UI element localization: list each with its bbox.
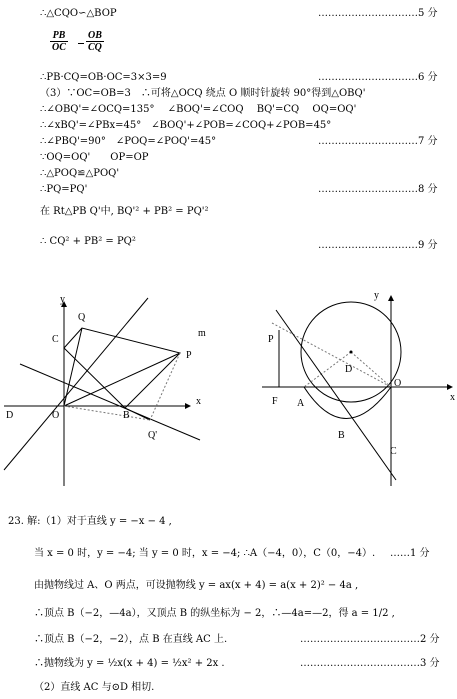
label-a: A [297,398,305,409]
line-rotation: （3）∵OC=OB=3 ∴可将△OCQ 绕点 O 顺时针旋转 90°得到△OBQ' [40,88,366,99]
line-congruent: ∴△POQ≌△POQ' [40,168,120,179]
p23-score-3: ………………………………3 分 [300,658,440,669]
score-6: …………………………6 分 [318,72,438,83]
parabola [304,387,391,419]
figures [0,290,457,490]
label-f: F [272,396,278,407]
label-m: m [198,328,206,339]
score-8: …………………………8 分 [318,184,438,195]
p23-line-5: ∴顶点 B（−2，−2），点 B 在直线 AC 上. [34,634,228,645]
label-c: C [52,334,59,345]
seg-d-o-dotted [351,352,391,387]
figure-2 [262,290,455,486]
label-o: O [394,378,402,389]
label-d: D [6,410,14,421]
label-o: O [52,410,60,421]
seg-pq-dotted [150,353,180,420]
line-equal-sides: ∵OQ=OQ' OP=OP [40,152,149,163]
equals-dash [78,43,84,44]
p23-line-1: 23. 解:（1）对于直线 y = −x − 4 , [8,516,172,527]
fraction-numerator: PB [50,30,68,42]
p23-line-3: 由抛物线过 A、O 两点，可设抛物线 y = ax(x + 4) = a(x + 2)² − 4a , [34,580,359,591]
label-b: B [123,410,130,421]
line-pythagoras-2: ∴ CQ² + PB² = PQ² [40,236,136,247]
line-product: ∴PB·CQ=OB·OC=3×3=9 [40,72,167,83]
label-b: B [338,430,345,441]
p23-score-2: ………………………………2 分 [300,634,440,645]
label-p: P [268,334,274,345]
line-ac [276,310,396,480]
label-x: x [196,396,201,407]
score-9: …………………………9 分 [318,240,438,251]
line-m [20,364,200,440]
line-angles-3: ∴∠PBQ'=90° ∠POQ=∠POQ'=45° [40,136,217,147]
score-5: …………………………5 分 [318,8,438,19]
line-similar-triangles: ∴△CQO∽△BOP [40,8,117,19]
line-angles-1: ∴∠OBQ'=∠OCQ=135° ∠BOQ'=∠COQ BQ'=CQ OQ=OQ' [40,104,357,115]
fraction-ob-cq [86,30,104,53]
label-p: P [186,350,192,361]
line-angles-2: ∴∠xBQ'=∠PBx=45° ∠BOQ'+∠POB=∠COQ+∠POB=45° [40,120,332,131]
p23-score-1: ……1 分 [390,548,430,559]
p23-line-6: ∴抛物线为 y = ½x(x + 4) = ½x² + 2x . [34,658,225,669]
p23-line-2: 当 x = 0 时，y = −4; 当 y = 0 时，x = −4; ∴A（−4，0），C（0，−4）. [34,548,376,559]
point-d [350,351,353,354]
fraction-denominator: OC [52,42,66,53]
seg-oq [64,328,82,406]
p23-line-4: ∴顶点 B（−2，—4a），又顶点 B 的纵坐标为 − 2，∴—4a=—2，得 a = 1/2 , [34,608,395,619]
quad-qcbp [64,328,180,408]
label-d: D [345,364,353,375]
fraction-pb-oc [50,30,68,53]
figure-1 [4,294,206,486]
label-x: x [450,392,455,403]
seg-d-a-dotted [304,352,351,387]
p23-line-7: （2）直线 AC 与⊙D 相切. [34,682,155,693]
line-pq-equal: ∴PQ=PQ' [40,184,88,195]
seg-op [64,353,180,406]
label-q-prime: Q' [148,430,158,441]
label-y: y [60,294,65,305]
label-c: C [390,446,397,457]
score-7: …………………………7 分 [318,136,438,147]
fraction-numerator: OB [88,30,102,41]
fraction-denominator: CQ [88,42,102,53]
label-y: y [374,290,379,301]
seg-p-o-dotted [272,323,391,387]
line-pythagoras-1: 在 Rt△PB Q'中, BQ'² + PB² = PQ'² [40,206,209,217]
line-dc [4,298,148,470]
label-q: Q [78,312,86,323]
